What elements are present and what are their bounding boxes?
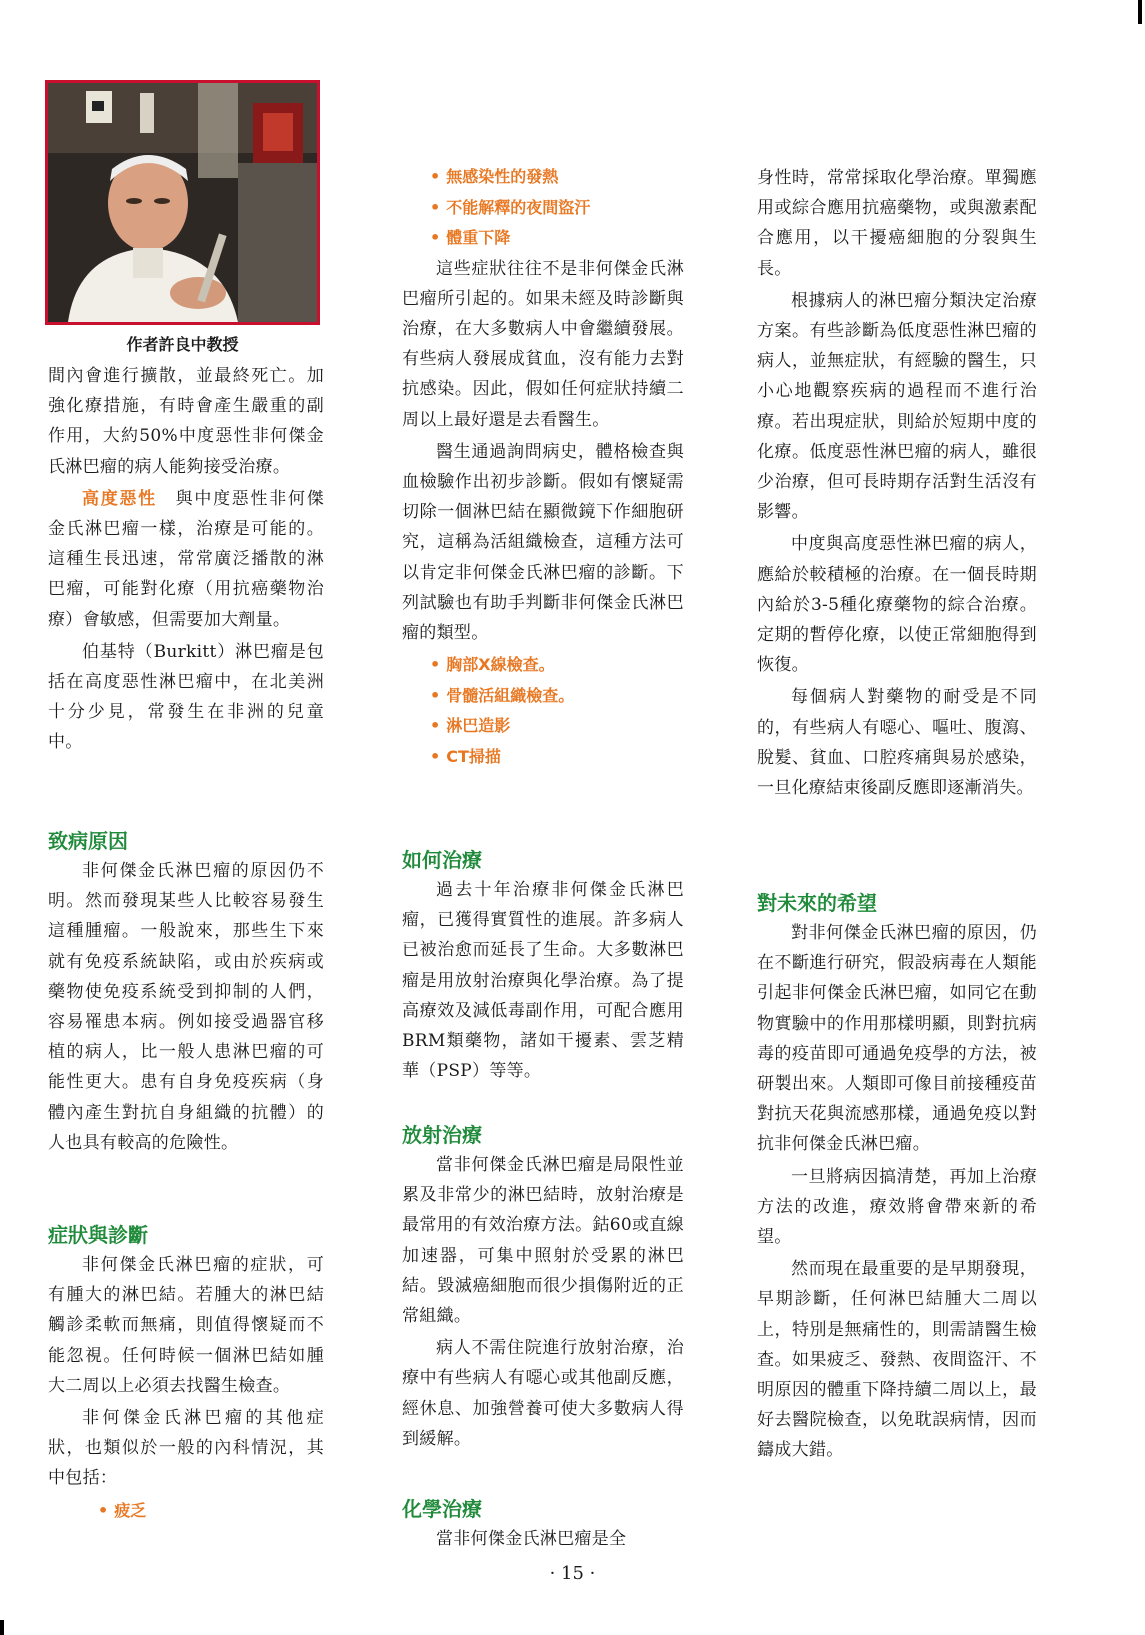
symptom-item: • 不能解釋的夜間盜汗: [402, 193, 684, 224]
paragraph: 這些症狀往往不是非何傑金氏淋巴瘤所引起的。如果未經及時診斷與治療，在大多數病人中會繼續發展。有些病人發展成貧血，沒有能力去對抗感染。因此，假如任何症狀持續二周以上最好還是去看醫生。: [402, 258, 684, 430]
paragraph: 非何傑金氏淋巴瘤的原因仍不明。然而發現某些人比較容易發生這種腫瘤。一般說來，那些生下來就有免疫系統缺陷，或由於疾病或藥物使免疫系統受到抑制的人們，容易罹患本病。例如接受過器官移植的病人，比一般人患淋巴瘤的可能性更大。患有自身免疫疾病（身體內產生對抗自身組織的抗體）的人也具有較高的危險性。: [48, 861, 324, 1153]
author-photo: [45, 80, 320, 325]
paragraph: 過去十年治療非何傑金氏淋巴瘤，已獲得實質性的進展。許多病人已被治愈而延長了生命。大多數淋巴瘤是用放射治療與化學治療。為了提高療效及減低毒副作用，可配合應用BRM類藥物，諸如干擾素、雲芝精華（PSP）等等。: [402, 880, 684, 1082]
heading-chemotherapy: 化學治療: [402, 1497, 482, 1521]
symptom-item: • 體重下降: [402, 223, 684, 254]
symptom-item: • 無感染性的發熱: [402, 162, 684, 193]
col2-radiation-section: [402, 1120, 684, 1454]
photo-caption: 作者許良中教授: [126, 335, 239, 354]
test-item: • 骨髓活組織檢查。: [402, 681, 684, 712]
test-item: • 胸部X線檢查。: [402, 650, 684, 681]
heading-future-hope: 對未來的希望: [757, 891, 877, 915]
col3-hope-section: [757, 888, 1037, 1466]
paragraph: 醫生通過詢問病史，體格檢查與血檢驗作出初步診斷。假如有懷疑需切除一個淋巴結在顯微鏡下作細胞研究，這稱為活組織檢查，這種方法可以肯定非何傑金氏淋巴瘤的診斷。下列試驗也有助手判斷非何傑金氏淋巴瘤的類型。: [402, 441, 684, 643]
col3-text-top: [757, 163, 1037, 803]
paragraph: 中度與高度惡性淋巴瘤的病人，應給於較積極的治療。在一個長時期內給於3-5種化療藥物的綜合治療。定期的暫停化療，以使正常細胞得到恢復。: [757, 534, 1037, 676]
symptom-list: [48, 1496, 324, 1527]
paragraph: 伯基特（Burkitt）淋巴瘤是包括在高度惡性淋巴瘤中，在北美洲十分少見，常發生在非洲的兒童中。: [48, 641, 324, 753]
paragraph: 然而現在最重要的是早期發現，早期診斷，任何淋巴結腫大二周以上，特別是無痛性的，則需請醫生檢查。如果疲乏、發熱、夜間盜汗、不明原因的體重下降持續二周以上，最好去醫院檢查，以免耽誤病情，因而鑄成大錯。: [757, 1259, 1037, 1461]
col1-symptom-section: [48, 1220, 324, 1526]
high-grade-label: 高度惡性: [82, 488, 157, 509]
heading-cause: 致病原因: [48, 829, 128, 853]
paragraph: 間內會進行擴散，並最終死亡。加強化療措施，有時會產生嚴重的副作用，大約50%中度惡性非何傑金氏淋巴瘤的病人能夠接受治療。: [48, 366, 324, 477]
symptom-list-cont: [402, 162, 684, 254]
paragraph: 身性時，常常採取化學治療。單獨應用或綜合應用抗癌藥物，或與激素配合應用，以干擾癌細胞的分裂與生長。: [757, 168, 1037, 279]
paragraph: 非何傑金氏淋巴瘤的其他症狀，也類似於一般的內科情況，其中包括：: [48, 1408, 324, 1489]
scan-edge-mark: [1138, 0, 1142, 24]
paragraph: 當非何傑金氏淋巴瘤是全: [436, 1529, 627, 1549]
col2-text: [402, 162, 684, 772]
test-item: • CT掃描: [402, 742, 684, 773]
col1-cause-section: [48, 826, 324, 1158]
col1-text-top: [48, 361, 324, 758]
test-item: • 淋巴造影: [402, 711, 684, 742]
symptom-item: • 疲乏: [48, 1496, 324, 1527]
heading-treatment: 如何治療: [402, 848, 482, 872]
paragraph: 根據病人的淋巴瘤分類決定治療方案。有些診斷為低度惡性淋巴瘤的病人，並無症狀，有經驗的醫生，只小心地觀察疾病的過程而不進行治療。若出現症狀，則給於短期中度的化療。低度惡性淋巴瘤的病人，雖很少治療，但可長時期存活對生活沒有影響。: [757, 290, 1037, 523]
author-photo-illustration: [48, 83, 317, 322]
page-number: · 15 ·: [549, 1563, 596, 1584]
paragraph: 當非何傑金氏淋巴瘤是局限性並累及非常少的淋巴結時，放射治療是最常用的有效治療方法。鈷60或直線加速器，可集中照射於受累的淋巴結。毀滅癌細胞而很少損傷附近的正常組織。: [402, 1155, 684, 1327]
paragraph: 一旦將病因搞清楚，再加上治療方法的改進，療效將會帶來新的希望。: [757, 1166, 1037, 1248]
test-list: [402, 650, 684, 772]
paragraph: 病人不需住院進行放射治療，治療中有些病人有噁心或其他副反應，經休息、加強營養可使大多數病人得到緩解。: [402, 1338, 684, 1449]
paragraph-high-grade: [48, 484, 324, 635]
col2-chemo-section: [402, 1494, 684, 1554]
heading-symptoms: 症狀與診斷: [48, 1223, 148, 1247]
paragraph: 每個病人對藥物的耐受是不同的，有些病人有噁心、嘔吐、腹瀉、脫髮、貧血、口腔疼痛與易於感染，一旦化療結束後副反應即逐漸消失。: [757, 687, 1037, 799]
heading-radiation: 放射治療: [402, 1123, 482, 1147]
col2-treatment-section: [402, 845, 684, 1086]
high-grade-text: 與中度惡性非何傑金氏淋巴瘤一樣，治療是可能的。這種生長迅速，常常廣泛播散的淋巴瘤，可能對化療（用抗癌藥物治療）會敏感，但需要加大劑量。: [48, 488, 325, 630]
paragraph: 非何傑金氏淋巴瘤的症狀，可有腫大的淋巴結。若腫大的淋巴結觸診柔軟而無痛，則值得懷疑而不能忽視。任何時候一個淋巴結如腫大二周以上必須去找醫生檢查。: [48, 1255, 324, 1396]
scan-edge-mark: [0, 1620, 4, 1635]
paragraph: 對非何傑金氏淋巴瘤的原因，仍在不斷進行研究，假設病毒在人類能引起非何傑金氏淋巴瘤，如同它在動物實驗中的作用那樣明顯，則對抗病毒的疫苗即可通過免疫學的方法，被研製出來。人類即可像目前接種疫苗對抗天花與流感那樣，通過免疫以對抗非何傑金氏淋巴瘤。: [757, 923, 1037, 1155]
